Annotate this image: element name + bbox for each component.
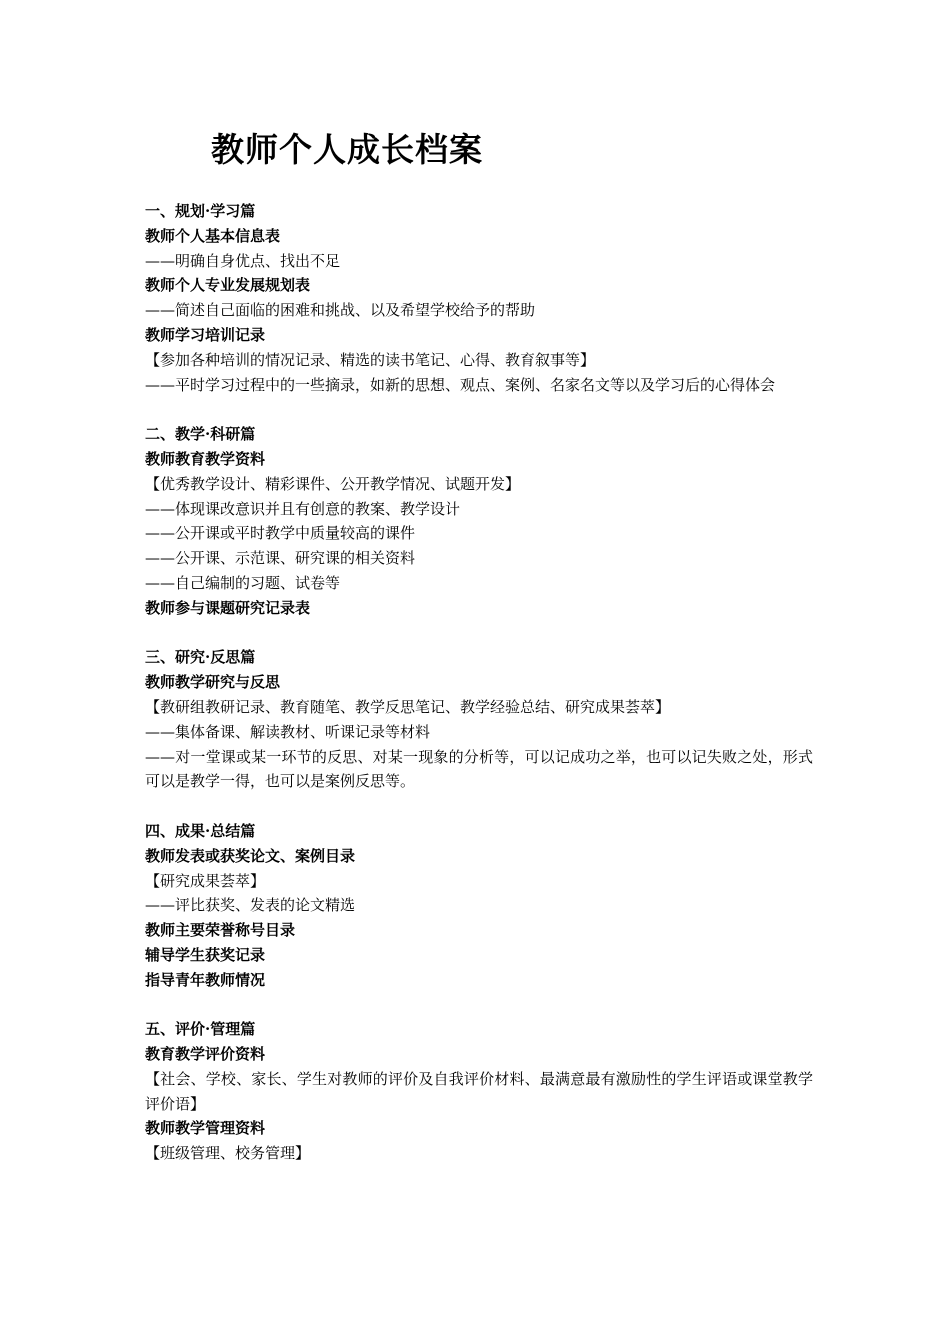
section-block: [145, 645, 813, 794]
item-title: 教师参与课题研究记录表: [145, 598, 311, 617]
section-heading: 四、成果·总结篇: [145, 821, 256, 840]
section-block: [145, 199, 813, 397]
section-heading: 五、评价·管理篇: [145, 1020, 256, 1039]
item-description: ——明确自身优点、找出不足: [145, 251, 341, 270]
item-description: ——简述自己面临的困难和挑战、以及希望学校给予的帮助: [145, 301, 536, 320]
item-description: ——平时学习过程中的一些摘录，如新的思想、观点、案例、名家名文等以及学习后的心得体会: [145, 375, 776, 394]
section-heading: 三、研究·反思篇: [145, 648, 256, 667]
section-block: [145, 422, 813, 620]
item-title: 教师主要荣誉称号目录: [145, 921, 296, 940]
item-description: 【参加各种培训的情况记录、精选的读书笔记、心得、教育叙事等】: [145, 350, 596, 369]
section-spacer: [145, 621, 813, 646]
item-title: 辅导学生获奖记录: [145, 945, 266, 964]
item-title: 教师教学管理资料: [145, 1119, 266, 1138]
section-spacer: [145, 993, 813, 1018]
item-description: ——对一堂课或某一环节的反思、对某一现象的分析等，可以记成功之举，也可以记失败之处，形式可以是教学一得，也可以是案例反思等。: [145, 747, 813, 791]
item-description: ——自己编制的习题、试卷等: [145, 573, 341, 592]
item-description: ——集体备课、解读教材、听课记录等材料: [145, 722, 431, 741]
document-title: 教师个人成长档案: [211, 130, 483, 169]
item-title: 教育教学评价资料: [145, 1045, 266, 1064]
item-title: 教师发表或获奖论文、案例目录: [145, 846, 356, 865]
section-block: [145, 819, 813, 993]
item-title: 教师学习培训记录: [145, 325, 266, 344]
item-description: ——评比获奖、发表的论文精选: [145, 896, 356, 915]
item-description: 【教研组教研记录、教育随笔、教学反思笔记、教学经验总结、研究成果荟萃】: [145, 697, 671, 716]
section-spacer: [145, 794, 813, 819]
item-title: 教师教育教学资料: [145, 449, 266, 468]
item-description: 【优秀教学设计、精彩课件、公开教学情况、试题开发】: [145, 474, 521, 493]
item-description: ——公开课或平时教学中质量较高的课件: [145, 524, 416, 543]
item-title: 教师个人专业发展规划表: [145, 276, 311, 295]
section-heading: 一、规划·学习篇: [145, 202, 256, 220]
document-body: [145, 199, 813, 1166]
section-block: [145, 1017, 813, 1166]
section-spacer: [145, 397, 813, 422]
section-heading: 二、教学·科研篇: [145, 425, 256, 444]
item-description: ——公开课、示范课、研究课的相关资料: [145, 549, 416, 568]
item-title: 指导青年教师情况: [145, 970, 266, 989]
item-title: 教师教学研究与反思: [145, 673, 281, 692]
item-description: 【研究成果荟萃】: [145, 871, 266, 890]
item-description: 【社会、学校、家长、学生对教师的评价及自我评价材料、最满意最有激励性的学生评语或课堂教学评价语】: [145, 1069, 813, 1113]
item-description: 【班级管理、校务管理】: [145, 1144, 311, 1163]
item-title: 教师个人基本信息表: [145, 226, 281, 245]
item-description: ——体现课改意识并且有创意的教案、教学设计: [145, 499, 461, 518]
